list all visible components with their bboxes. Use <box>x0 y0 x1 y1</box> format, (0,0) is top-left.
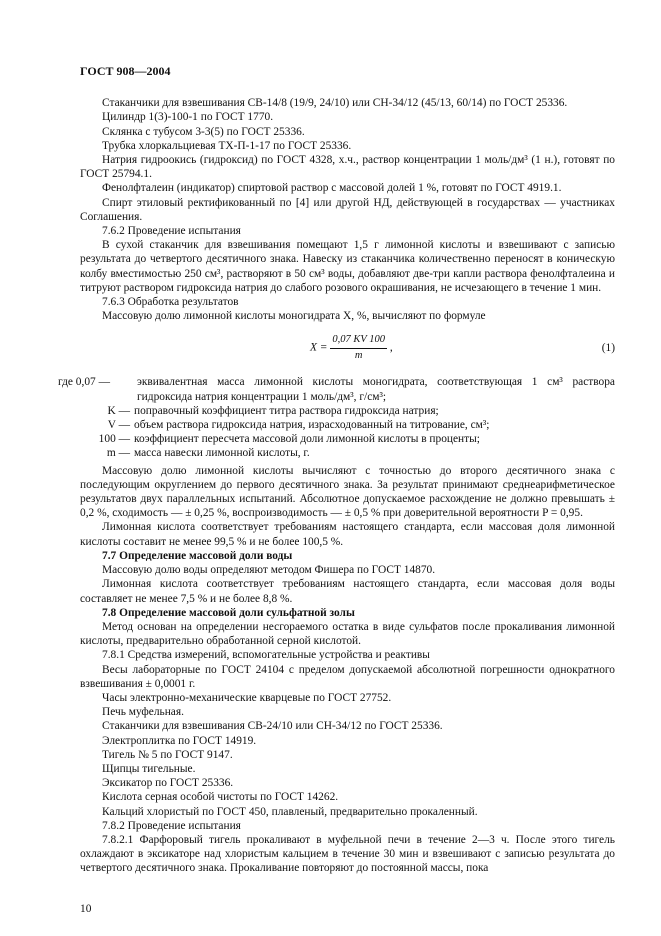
paragraph: Лимонная кислота соответствует требованиям настоящего стандарта, если массовая доля воды составляет не менее 7,5 % и не более 8,8 %. <box>80 578 615 605</box>
subsection-heading: 7.6.3 Обработка результатов <box>102 296 239 309</box>
formula-expression <box>310 333 393 362</box>
definition-row <box>80 418 615 432</box>
formula-denominator: m <box>354 349 363 361</box>
definition-symbol: где 0,07 — <box>58 376 110 389</box>
formula-fraction <box>330 333 387 362</box>
definition-row <box>80 404 615 418</box>
formula-trail: , <box>389 341 393 354</box>
paragraph: Спирт этиловый ректификованный по [4] или другой НД, действующей в государствах — участниках Соглашения. <box>80 196 615 223</box>
paragraph: Стаканчики для взвешивания СВ-14/8 (19/9, 24/10) или СН-34/12 (45/13, 60/14) по ГОСТ 25336. <box>102 97 568 110</box>
page-number: 10 <box>80 903 92 915</box>
paragraph: Эксикатор по ГОСТ 25336. <box>102 777 234 790</box>
paragraph: 7.8.2.1 Фарфоровый тигель прокаливают в муфельной печи в течение 2—3 ч. После этого тигель охлаждают в эксикаторе над хлористым кальцием в течение 30 мин и взвешивают с записью результата до четвертого десятичного знака. Прокаливание повторяют до постоянной массы, пока <box>80 833 615 875</box>
definition-row <box>58 375 615 403</box>
paragraph: Кальций хлористый по ГОСТ 450, плавленый, предварительно прокаленный. <box>102 805 478 818</box>
paragraph: Массовую долю воды определяют методом Фишера по ГОСТ 14870. <box>102 564 436 577</box>
formula-numerator: 0,07 KV 100 <box>330 333 387 348</box>
section-heading-7-7: 7.7 Определение массовой доли воды <box>102 549 293 562</box>
definition-row <box>80 432 615 446</box>
paragraph: Стаканчики для взвешивания СВ-24/10 или СН-34/12 по ГОСТ 25336. <box>102 720 443 733</box>
paragraph: Тигель № 5 по ГОСТ 9147. <box>102 748 233 761</box>
definition-symbol: V — <box>107 419 130 432</box>
subsection-heading: 7.6.2 Проведение испытания <box>102 225 241 238</box>
document-page <box>58 64 615 876</box>
definition-text: коэффициент пересчета массовой доли лимонной кислоты в проценты; <box>134 433 480 446</box>
paragraph: Лимонная кислота соответствует требованиям настоящего стандарта, если массовая доля лимонной кислоты составит не менее 99,5 % и не более 100,5 %. <box>80 521 615 548</box>
definition-row <box>80 446 615 460</box>
paragraph: Печь муфельная. <box>102 706 184 719</box>
subsection-heading: 7.8.1 Средства измерений, вспомогательные устройства и реактивы <box>102 649 430 662</box>
paragraph: В сухой стаканчик для взвешивания помещают 1,5 г лимонной кислоты и взвешивают с записью результата до четвертого десятичного знака. Навеску из стаканчика количественно переносят в коническую колбу вместимостью 250 см³, растворяют в 50 см³ воды, добавляют две-три капли раствора фенолфталеина и титруют раствором гидроксида натрия до слабого розового окрашивания, не исчезающего в течение 1 мин. <box>80 239 615 294</box>
paragraph: Метод основан на определении несгораемого остатка в виде сульфатов после прокаливания лимонной кислоты, предварительно обработанной серной кислотой. <box>80 620 615 648</box>
paragraph: Массовую долю лимонной кислоты вычисляют с точностью до второго десятичного знака с последующим округлением до первого десятичного знака. За результат принимают среднеарифметическое результатов двух параллельных испытаний. Абсолютное допускаемое расхождение не должно превышать ± 0,2 %, сходимость — ± 0,25 %, воспроизводимость — ± 0,5 % при доверительной вероятности P = 0,95. <box>80 464 615 520</box>
paragraph: Фенолфталеин (индикатор) спиртовой раствор с массовой долей 1 %, готовят по ГОСТ 4919.1. <box>102 182 562 195</box>
definition-text: масса навески лимонной кислоты, г. <box>134 447 310 460</box>
definition-text: объем раствора гидроксида натрия, израсходованный на титрование, см³; <box>134 419 490 432</box>
paragraph: Цилиндр 1(3)-100-1 по ГОСТ 1770. <box>102 111 274 124</box>
definition-text: поправочный коэффициент титра раствора гидроксида натрия; <box>134 404 439 417</box>
paragraph: Щипцы тигельные. <box>102 762 196 775</box>
definition-text: эквивалентная масса лимонной кислоты моногидрата, соответствующая 1 см³ раствора гидроксида натрия концентрации 1 моль/дм³, г/см³; <box>137 376 615 403</box>
variable-definitions <box>58 375 615 460</box>
subsection-heading: 7.8.2 Проведение испытания <box>102 819 241 832</box>
equipment-list <box>80 96 615 323</box>
definition-symbol: K — <box>107 404 130 417</box>
paragraph: Трубка хлоркальциевая ТХ-П-1-17 по ГОСТ 25336. <box>102 139 352 152</box>
paragraph: Склянка с тубусом 3-3(5) по ГОСТ 25336. <box>102 125 305 138</box>
definition-symbol: m — <box>106 447 130 460</box>
formula-lhs: X = <box>310 341 328 354</box>
section-heading-7-8: 7.8 Определение массовой доли сульфатной золы <box>102 606 355 619</box>
definition-symbol: 100 — <box>98 433 130 446</box>
formula-number: (1) <box>601 342 615 355</box>
results-section <box>80 464 615 549</box>
paragraph: Массовую долю лимонной кислоты моногидрата X, %, вычисляют по формуле <box>102 310 486 323</box>
formula <box>80 329 615 371</box>
paragraph: Кислота серная особой чистоты по ГОСТ 14262. <box>102 791 339 804</box>
paragraph: Натрия гидроокись (гидроксид) по ГОСТ 4328, х.ч., раствор концентрации 1 моль/дм³ (1 н.), готовят по ГОСТ 25794.1. <box>80 154 615 181</box>
document-header: ГОСТ 908—2004 <box>80 64 171 78</box>
paragraph: Весы лабораторные по ГОСТ 24104 с пределом допускаемой абсолютной погрешности однократного взвешивания ± 0,0001 г. <box>80 663 615 690</box>
paragraph: Часы электронно-механические кварцевые по ГОСТ 27752. <box>102 691 392 704</box>
paragraph: Электроплитка по ГОСТ 14919. <box>102 734 257 747</box>
